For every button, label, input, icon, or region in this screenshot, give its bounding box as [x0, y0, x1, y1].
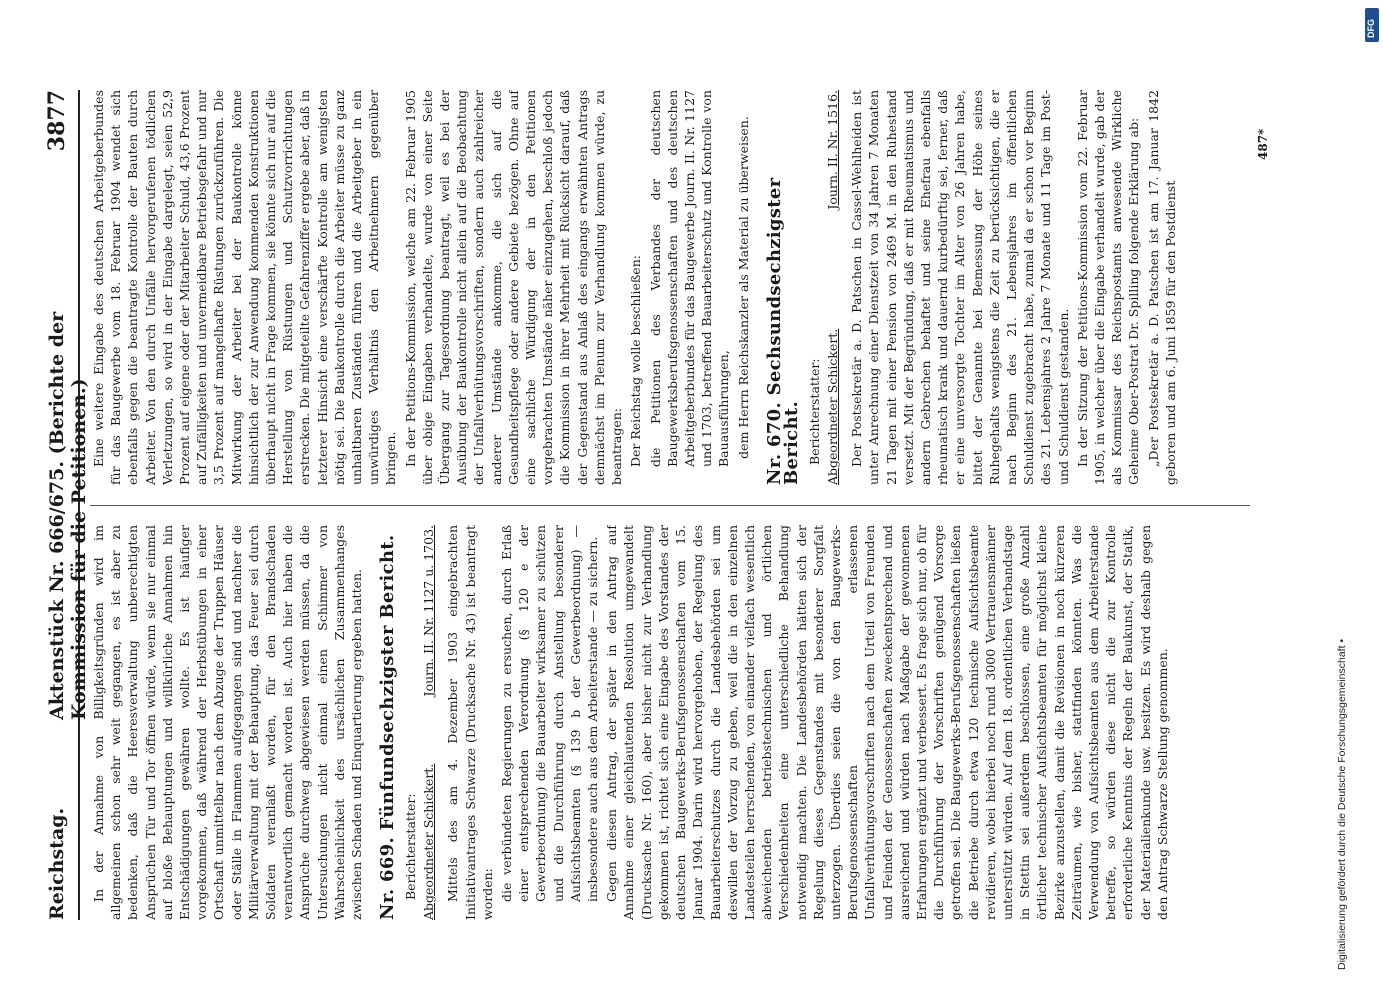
reporter-block — [806, 90, 846, 485]
reporter-name: Abgeordneter Schickert. — [421, 763, 437, 920]
paragraph: In der Annahme von Billigkeitsgründen wird im allgemeinen schon sehr weit gegangen, es ist aber zu bedenken, daß die Heeresverwaltung unberechtigten Ansprüchen Tür und Tor öffnen würde, wenn sie nur einmal auf bloße Behauptungen und willkürliche Annahmen hin Entschädigungen gewähren wollte. Es ist häufiger vorgekommen, daß während der Herbstübungen in einer Ortschaft unmittelbar nach dem Abzuge der Truppen Häuser oder Ställe in Flammen aufgegangen sind und nachher die Militärverwaltung mit der Behauptung, das Feuer sei durch Soldaten veranlaßt worden, für den Brandschaden verantwortlich gemacht worden ist. Auch hier haben die Ansprüche durchweg abgewiesen werden müssen, da die Untersuchungen nicht einmal einen Schimmer von Wahrscheinlichkeit des ursächlichen Zusammenhanges zwischen Schaden und Einquartierung ergeben hatten. — [91, 525, 365, 920]
reporter-name: Abgeordneter Schickert. — [825, 328, 841, 485]
reporter-block — [402, 525, 442, 920]
journal-reference: Journ. II. Nr. 1516. — [825, 90, 841, 210]
header-title: Aktenstück Nr. 666/675. (Berichte der Kommission für die Petitionen.) — [46, 311, 90, 720]
journal-reference: Journ. II. Nr. 1127 u. 1703. — [421, 525, 437, 697]
rotated-page — [38, 90, 1288, 920]
reporter-role: Berichterstatter: — [807, 358, 823, 465]
digitization-note — [1336, 10, 1376, 990]
motion-text: die verbündeten Regierungen zu ersuchen, durch Erlaß einer entsprechenden Verordnung (§ 120 e der Gewerbeordnung) die Bauarbeiter wirksamer zu schützen und die Durchführung durch Anstellung besonderer Aufsichtsbeamten (§ 139 b der Gewerbeordnung) — insbesondere auch aus dem Arbeiterstande — zu sichern. — [499, 525, 601, 902]
digitization-note-text: Digitalisierung gefördert durch die Deutsche Forschungsgemeinschaft • — [1336, 638, 1348, 970]
right-column — [90, 90, 1250, 485]
page-number: 3877 — [44, 90, 70, 152]
resolution-conclusion: dem Herrn Reichskanzler als Material zu überweisen. — [735, 116, 751, 459]
paragraph: In der Sitzung der Petitions-Kommission vom 22. Februar 1905, in welcher über die Eingabe verhandelt wurde, gab der als Kommissar des Reichspostamts anwesende Wirkliche Geheime Ober-Postrat Dr. Spilling folgende Erklärung ab: — [1074, 90, 1142, 485]
column-divider — [90, 505, 1250, 506]
reporter-role: Berichterstatter: — [403, 793, 419, 900]
left-column — [90, 525, 1250, 920]
section-heading-669: Nr. 669. Fünfundsechzigster Bericht. — [377, 534, 399, 920]
paragraph: Gegen diesen Antrag, der später in den Antrag auf Annahme einer gleichlautenden Resolution umgewandelt (Drucksache Nr. 160), aber bisher nicht zur Verhandlung gekommen ist, richtet sich eine Eingabe des Vorstandes der deutschen Baugewerks-Berufsgenossenschaften vom 15. Januar 1904. Darin wird hervorgehoben, der Regelung des Bauarbeiterschutzes durch die Landesbehörden sei um deswillen der Vorzug zu geben, weil die in den einzelnen Landesteilen herrschenden, von einander vielfach wesentlich abweichenden betriebstechnischen und örtlichen Verschiedenheiten eine unterschiedliche Behandlung notwendig machten. Die Landesbehörden hätten sich der Regelung dieses Gegenstandes mit besonderer Sorgfalt unterzogen. Überdies seien die von den Baugewerks-Berufsgenossenschaften erlassenen Unfallverhütungsvorschriften nach dem Urteil von Freunden und Feinden der Genossenschaften zweckentsprechend und ausreichend und würden nach Maßgabe der gewonnenen Erfahrungen ergänzt und verbessert. Es frage sich nur, ob für die Durchführung der Vorschriften genügend Vorsorge getroffen sei. Die Baugewerks-Berufsgenossenschaften ließen die Betriebe durch etwa 120 technische Aufsichtsbeamte revidieren, wobei hierbei noch rund 3000 Vertrauensmänner unterstützt würden. Auf dem 18. ordentlichen Verbandstage in Stettin sei außerdem beschlossen, eine große Anzahl örtlicher technischer Aufsichtsbeamten für möglichst kleine Bezirke anzustellen, damit die Revisionen in noch kürzeren Zeiträumen, wie bisher, stattfinden könnten. Was die Verwendung von Aufsichtsbeamten aus dem Arbeiterstande betreffe, so würden diese nicht die zur Kontrolle erforderliche Kenntnis der Regeln der Baukunst, der Statik, der Materialienkunde usw. besitzen. Es wird deshalb gegen den Antrag Schwarze Stellung genommen. — [604, 525, 1170, 920]
resolution-text: die Petitionen des Verbandes der deutschen Baugewerksberufsgenossenschaften und des deutschen Arbeitgeberbundes für das Baugewerbe Journ. II. Nr. 1127 und 1703, betreffend Bauarbeiterschutz und Kontrolle von Bauausführungen, — [647, 90, 732, 467]
dfg-logo-text: DFG — [1366, 19, 1376, 38]
paragraph: „Der Postsekretär a. D. Patschen ist am 17. Januar 1842 geboren und am 6. Juni 1859 für den Postdienst — [1145, 90, 1178, 485]
section-heading-670: Nr. 670. Sechsundsechzigster Bericht. — [763, 177, 802, 485]
running-header — [38, 90, 90, 920]
header-left: Reichstag. — [46, 807, 68, 920]
paragraph: In der Petitions-Kommission, welche am 22. Februar 1905 über obige Eingaben verhandelte, wurde von einer Seite Übergang zur Tagesordnung beantragt, weil es bei der Ausübung der Baukontrolle nicht allein auf die Beobachtung der Unfallverhütungsvorschriften, sondern auch zahlreicher anderer Umstände ankomme, die sich auf die Gesundheitspflege oder andere Gebiete bezögen. Ohne auf eine sachliche Würdigung der in den Petitionen vorgebrachten Umstände näher einzugehen, beschloß jedoch die Kommission in ihrer Mehrheit mit Rücksicht darauf, daß der Gegenstand aus Anlaß des eingangs erwähnten Antrags demnächst im Plenum zur Verhandlung kommen würde, zu beantragen: — [402, 90, 625, 485]
paragraph: Der Postsekretär a. D. Patschen in Cassel-Wehlheiden ist unter Anrechnung einer Dienstzeit von 34 Jahren 7 Monaten 21 Tagen mit einer Pension von 2469 M. in den Ruhestand versetzt. Mit der Begründung, daß er mit Rheumatismus und andern Gebrechen behaftet und seine Ehefrau ebenfalls rheumatisch krank und dauernd kurbedürftig sei, ferner, daß er eine unversorgte Tochter im Alter von 26 Jahren habe, bittet der Genannte bei Bemessung der Höhe seines Ruhegehalts wenigstens die Zeit zu berücksichtigen, die er nach Beginn des 21. Lebensjahres im öffentlichen Schuldienst zugebracht habe, zumal da er schon vor Beginn des 21. Lebensjahres 2 Jahre 7 Monate und 11 Tage im Post- und Schuldienst gestanden. — [849, 90, 1071, 485]
paragraph: Eine weitere Eingabe des deutschen Arbeitgeberbundes für das Baugewerbe vom 18. Februar 1904 wendet sich ebenfalls gegen die beantragte Kontrolle der Bauten durch Arbeiter. Von den durch Unfälle hervorgerufenen tödlichen Verletzungen, so wird in der Eingabe dargelegt, seien 52,9 Prozent auf eigene oder der Mitarbeiter Schuld, 43,6 Prozent auf Zufälligkeiten und unvermeidbare Betriebsgefahr und nur 3,5 Prozent auf mangelhafte Rüstungen zurückzuführen. Die Mitwirkung der Arbeiter bei der Baukontrolle könne hinsichtlich der zur Anwendung kommenden Konstruktionen überhaupt nicht in Frage kommen, sie könnte sich nur auf die Herstellung von Rüstungen und Schutzvorrichtungen erstrecken. Die mitgeteilte Gefahrenziffer ergebe aber, daß in letzterer Hinsicht eine verschärfte Kontrolle am wenigsten nötig sei. Die Baukontrolle durch die Arbeiter müsse zu ganz unhaltbaren Zuständen führen und die Arbeitgeber in ein unwürdiges Verhältnis den Arbeitnehmern gegenüber bringen. — [91, 90, 399, 485]
resolution-intro: Der Reichstag wolle beschließen: — [628, 255, 644, 467]
paragraph: Mittels des am 4. Dezember 1903 eingebrachten Initiativantrages Schwarze (Drucksache Nr. 43) ist beantragt worden: — [445, 525, 495, 920]
dfg-logo — [1365, 8, 1379, 42]
signature-mark: 487* — [1256, 128, 1270, 160]
